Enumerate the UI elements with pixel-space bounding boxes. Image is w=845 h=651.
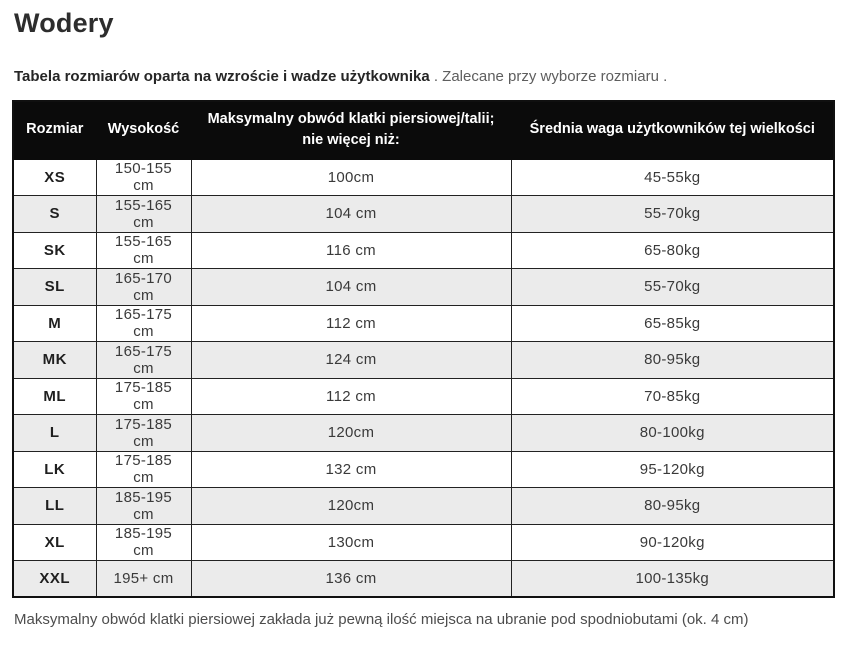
- table-row: [13, 488, 834, 525]
- cell-rozmiar: MK: [13, 342, 96, 379]
- cell-obwod: 112 cm: [191, 305, 511, 342]
- cell-rozmiar: SK: [13, 232, 96, 269]
- footnote: Maksymalny obwód klatki piersiowej zakłada już pewną ilość miejsca na ubranie pod spodniobutami (ok. 4 cm): [14, 611, 749, 629]
- header-row: [13, 101, 834, 159]
- cell-wysokosc: 155-165 cm: [96, 196, 191, 233]
- cell-waga: 55-70kg: [511, 196, 834, 233]
- table-description-bold: Tabela rozmiarów oparta na wzroście i wadze użytkownika: [14, 68, 430, 86]
- cell-waga: 70-85kg: [511, 378, 834, 415]
- cell-rozmiar: LK: [13, 451, 96, 488]
- cell-rozmiar: SL: [13, 269, 96, 306]
- cell-waga: 55-70kg: [511, 269, 834, 306]
- size-table: [12, 100, 835, 598]
- cell-rozmiar: LL: [13, 488, 96, 525]
- cell-wysokosc: 185-195 cm: [96, 488, 191, 525]
- table-row: [13, 342, 834, 379]
- cell-wysokosc: 165-175 cm: [96, 305, 191, 342]
- cell-waga: 90-120kg: [511, 524, 834, 561]
- table-row: [13, 196, 834, 233]
- cell-obwod: 132 cm: [191, 451, 511, 488]
- cell-wysokosc: 150-155 cm: [96, 159, 191, 196]
- cell-wysokosc: 175-185 cm: [96, 451, 191, 488]
- page-title: Wodery: [14, 8, 114, 38]
- cell-waga: 65-85kg: [511, 305, 834, 342]
- table-row: [13, 451, 834, 488]
- cell-rozmiar: L: [13, 415, 96, 452]
- cell-wysokosc: 185-195 cm: [96, 524, 191, 561]
- cell-obwod: 124 cm: [191, 342, 511, 379]
- table-row: [13, 269, 834, 306]
- size-table-body: [13, 159, 834, 597]
- cell-obwod: 136 cm: [191, 561, 511, 598]
- cell-wysokosc: 175-185 cm: [96, 415, 191, 452]
- cell-wysokosc: 165-170 cm: [96, 269, 191, 306]
- table-description-note: . Zalecane przy wyborze rozmiaru .: [429, 68, 668, 86]
- table-row: [13, 305, 834, 342]
- cell-waga: 80-100kg: [511, 415, 834, 452]
- table-description: [14, 66, 833, 87]
- cell-obwod: 104 cm: [191, 269, 511, 306]
- cell-obwod: 112 cm: [191, 378, 511, 415]
- cell-waga: 80-95kg: [511, 342, 834, 379]
- cell-waga: 100-135kg: [511, 561, 834, 598]
- cell-obwod: 120cm: [191, 415, 511, 452]
- table-row: [13, 159, 834, 196]
- cell-rozmiar: S: [13, 196, 96, 233]
- col-header-waga: Średnia waga użytkowników tej wielkości: [511, 101, 834, 159]
- cell-obwod: 100cm: [191, 159, 511, 196]
- size-table-header: [13, 101, 834, 159]
- col-header-rozmiar: Rozmiar: [13, 101, 96, 159]
- cell-obwod: 120cm: [191, 488, 511, 525]
- col-header-obwod: Maksymalny obwód klatki piersiowej/talii; nie więcej niż:: [191, 101, 511, 159]
- cell-waga: 95-120kg: [511, 451, 834, 488]
- col-header-wysokosc: Wysokość: [96, 101, 191, 159]
- cell-rozmiar: XL: [13, 524, 96, 561]
- cell-wysokosc: 165-175 cm: [96, 342, 191, 379]
- cell-wysokosc: 195+ cm: [96, 561, 191, 598]
- cell-obwod: 130cm: [191, 524, 511, 561]
- table-row: [13, 415, 834, 452]
- table-row: [13, 524, 834, 561]
- table-row: [13, 378, 834, 415]
- table-row: [13, 561, 834, 598]
- table-row: [13, 232, 834, 269]
- cell-rozmiar: ML: [13, 378, 96, 415]
- cell-rozmiar: XS: [13, 159, 96, 196]
- cell-rozmiar: XXL: [13, 561, 96, 598]
- cell-wysokosc: 175-185 cm: [96, 378, 191, 415]
- cell-obwod: 104 cm: [191, 196, 511, 233]
- cell-wysokosc: 155-165 cm: [96, 232, 191, 269]
- cell-waga: 80-95kg: [511, 488, 834, 525]
- cell-waga: 65-80kg: [511, 232, 834, 269]
- cell-rozmiar: M: [13, 305, 96, 342]
- cell-waga: 45-55kg: [511, 159, 834, 196]
- cell-obwod: 116 cm: [191, 232, 511, 269]
